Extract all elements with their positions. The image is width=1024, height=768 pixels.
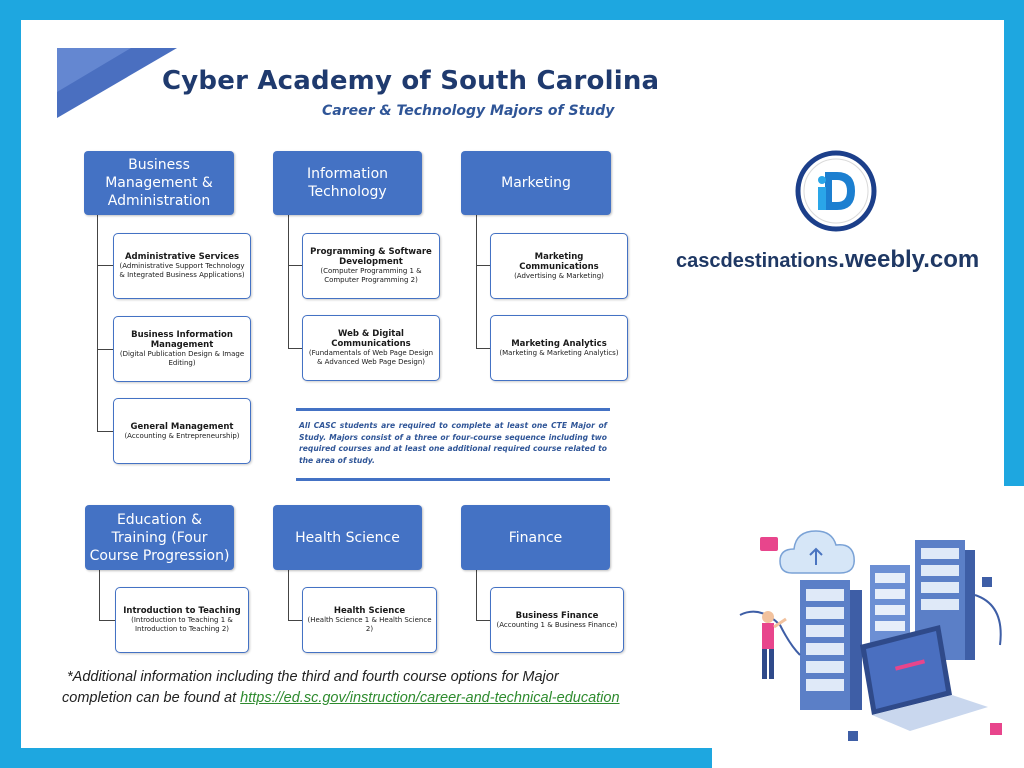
course-box: [302, 315, 440, 381]
major-name: Marketing: [501, 175, 571, 191]
website-name: cascdestinations: [676, 250, 839, 272]
course-title: Marketing Communications: [519, 251, 599, 272]
connector-line: [288, 620, 302, 621]
connector-line: [476, 265, 490, 266]
website-url: [676, 246, 979, 274]
course-detail: (Introduction to Teaching 1 & Introduction to Teaching 2): [131, 616, 233, 633]
connector-line: [97, 431, 113, 432]
connector-line: [476, 215, 477, 349]
connector-line: [476, 620, 490, 621]
connector-line: [476, 348, 490, 349]
course-detail: (Advertising & Marketing): [514, 271, 604, 280]
major-name: Finance: [508, 529, 563, 546]
course-box: [113, 233, 251, 299]
connector-line: [97, 349, 113, 350]
server-cloud-illustration-icon: [720, 495, 1020, 755]
course-box: [113, 316, 251, 382]
corner-triangle-decoration: [21, 20, 181, 120]
course-title: Business Finance: [515, 610, 599, 621]
connector-line: [288, 348, 302, 349]
major-header-finance: [461, 505, 610, 570]
course-title: Administrative Services: [124, 252, 240, 262]
connector-line: [99, 620, 115, 621]
footnote-prefix: completion can be found at: [62, 690, 241, 706]
major-header-health: [273, 505, 422, 570]
course-box: [115, 587, 249, 653]
course-detail: (Fundamentals of Web Page Design & Advanced Web Page Design): [308, 349, 434, 366]
course-title: Web & Digital Communications: [331, 329, 411, 349]
major-name: Education & Training (Four Course Progression): [89, 511, 230, 564]
page-title: Cyber Academy of South Carolina: [162, 66, 660, 96]
major-header-marketing: [461, 151, 611, 215]
major-header-business: [84, 151, 234, 215]
course-title: Programming & Software Development: [310, 247, 432, 267]
course-detail: (Digital Publication Design & Image Editing): [119, 350, 245, 367]
course-box: [113, 398, 251, 464]
page-subtitle: Career & Technology Majors of Study: [322, 103, 615, 119]
cte-info-link[interactable]: https://ed.sc.gov/instruction/career-and-technical-education: [240, 690, 620, 706]
website-domain: .weebly.com: [838, 246, 980, 273]
connector-line: [97, 215, 98, 432]
connector-line: [97, 265, 113, 266]
course-box: [490, 315, 628, 381]
course-box: [490, 233, 628, 299]
course-box: [302, 233, 440, 299]
cascd-logo-icon: [795, 150, 877, 232]
course-title: Health Science: [333, 606, 406, 616]
course-detail: (Marketing & Marketing Analytics): [499, 348, 619, 357]
course-title: General Management: [130, 421, 234, 432]
course-title: Business Information Management: [131, 330, 233, 350]
footnote-line: *Additional information including the third and fourth course options for Major: [67, 669, 559, 685]
major-name: Business Management & Administration: [105, 157, 213, 209]
major-name: Information Technology: [306, 166, 389, 200]
course-detail: (Computer Programming 1 & Computer Programming 2): [320, 267, 422, 284]
course-detail: (Accounting & Entrepreneurship): [124, 431, 240, 440]
connector-line: [288, 215, 289, 349]
course-detail: (Health Science 1 & Health Science 2): [307, 616, 432, 633]
course-detail: (Accounting 1 & Business Finance): [496, 620, 618, 629]
course-detail: (Administrative Support Technology & Integrated Business Applications): [119, 262, 245, 279]
course-title: Marketing Analytics: [511, 338, 607, 349]
connector-line: [99, 570, 100, 620]
course-box: [302, 587, 437, 653]
course-box: [490, 587, 624, 653]
footnote: [62, 667, 682, 709]
connector-line: [476, 570, 477, 620]
course-title: Introduction to Teaching: [123, 606, 241, 616]
connector-line: [288, 570, 289, 620]
major-header-education: [85, 505, 234, 570]
connector-line: [288, 265, 302, 266]
major-name: Health Science: [295, 529, 400, 546]
requirement-note: All CASC students are required to complete at least one CTE Major of Study. Majors consist of a three or four-course sequence including two required courses and at least one additional required course related to the area of study.: [296, 408, 610, 481]
major-header-it: [273, 151, 422, 215]
